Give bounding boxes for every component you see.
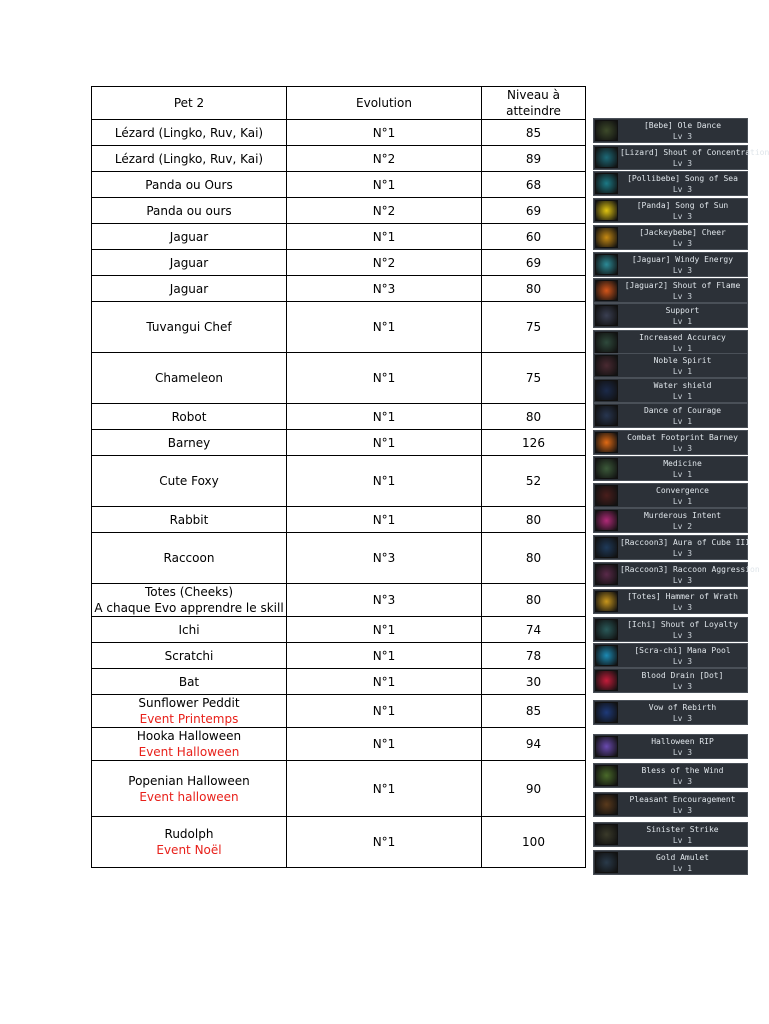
table-row: [92, 695, 586, 728]
evolution-cell: N°1: [287, 430, 482, 456]
pet-name: Tuvangui Chef: [146, 320, 232, 334]
skill-name: [Panda] Song of Sun: [636, 201, 729, 210]
table-row: [92, 728, 586, 761]
pet-name: Jaguar: [169, 255, 209, 270]
evolution-cell: N°1: [287, 172, 482, 198]
level-cell: 75: [482, 302, 586, 353]
skill-name: Vow of Rebirth: [648, 703, 717, 712]
level-cell: 30: [482, 669, 586, 695]
table-row: [92, 761, 586, 817]
skill-level: Lv 3: [672, 444, 693, 453]
table-row: [92, 198, 586, 224]
table-row: [92, 250, 586, 276]
skill-name: [Ichi] Shout of Loyalty: [627, 620, 738, 629]
event-label: Event Printemps: [139, 712, 239, 726]
table-row: [92, 276, 586, 302]
pet-name-cell: [92, 533, 287, 584]
pet-name-cell: [92, 224, 287, 250]
evolution-cell: N°2: [287, 250, 482, 276]
skill-level: Lv 1: [672, 836, 693, 845]
evolution-cell: N°1: [287, 643, 482, 669]
level-cell: 52: [482, 456, 586, 507]
level-cell: 85: [482, 695, 586, 728]
skill-badge: [593, 617, 748, 642]
level-cell: 80: [482, 584, 586, 617]
water-shield-icon: [595, 380, 618, 401]
table-row: [92, 584, 586, 617]
skill-badge: [593, 303, 748, 328]
level-cell: 60: [482, 224, 586, 250]
skill-name: [Jaguar2] Shout of Flame: [624, 281, 741, 290]
table-row: [92, 404, 586, 430]
table-header-row: [92, 87, 586, 120]
pet-name: Jaguar: [169, 229, 209, 244]
level-cell: 69: [482, 198, 586, 224]
skill-badge: [593, 483, 748, 508]
header-evolution: Evolution: [287, 87, 482, 120]
sea-song-icon: [595, 173, 618, 194]
skill-badge: [593, 700, 748, 725]
shout-icon: [595, 147, 618, 168]
event-label: Event halloween: [139, 789, 239, 804]
evolution-cell: N°1: [287, 507, 482, 533]
table-row: [92, 669, 586, 695]
skill-level: Lv 1: [672, 864, 693, 873]
table-row: [92, 353, 586, 404]
evolution-cell: N°1: [287, 302, 482, 353]
skill-name: [Raccoon3] Aura of Cube III: [620, 538, 751, 547]
pet-note: A chaque Evo apprendre le skill: [94, 601, 284, 615]
level-cell: 85: [482, 120, 586, 146]
murder-icon: [595, 510, 618, 531]
skill-badge: [593, 792, 748, 817]
table-row: [92, 302, 586, 353]
skill-level: Lv 1: [672, 497, 693, 506]
skill-name: Dance of Courage: [643, 406, 722, 415]
level-cell: 94: [482, 728, 586, 761]
pet-name-cell: [92, 120, 287, 146]
skill-level: Lv 3: [672, 682, 693, 691]
evolution-cell: N°1: [287, 695, 482, 728]
pet-name-cell: [92, 669, 287, 695]
table-row: [92, 146, 586, 172]
pet-name: Panda ou ours: [146, 203, 232, 218]
cube-aura-icon: [595, 537, 618, 558]
skill-badge: [593, 508, 748, 533]
skill-badge: [593, 403, 748, 428]
skill-badge: [593, 171, 748, 196]
pet-name: Barney: [167, 435, 211, 450]
hammer-icon: [595, 591, 618, 612]
pet-name-cell: [92, 302, 287, 353]
aggression-icon: [595, 564, 618, 585]
skill-level: Lv 1: [672, 317, 693, 326]
medicine-icon: [595, 458, 618, 479]
pet-name-cell: [92, 817, 287, 868]
skill-level: Lv 3: [672, 292, 693, 301]
skill-level: Lv 3: [672, 212, 693, 221]
pet-name-cell: [92, 146, 287, 172]
pet-name: Robot: [171, 409, 207, 424]
skill-level: Lv 3: [672, 549, 693, 558]
evolution-cell: N°1: [287, 817, 482, 868]
skill-name: Medicine: [663, 459, 702, 468]
skill-level: Lv 3: [672, 603, 693, 612]
table-row: [92, 456, 586, 507]
evolution-cell: N°3: [287, 533, 482, 584]
pet-name-cell: [92, 643, 287, 669]
skill-name: Murderous Intent: [643, 511, 722, 520]
table-row: [92, 224, 586, 250]
skill-name: Water shield: [653, 381, 712, 390]
skill-level: Lv 3: [672, 185, 693, 194]
skill-badge: [593, 198, 748, 223]
header-pet: Pet 2: [92, 87, 287, 120]
table-row: [92, 617, 586, 643]
pet-name: Popenian Halloween: [128, 773, 250, 788]
pet-name: Raccoon: [163, 551, 215, 565]
skill-badge: [593, 278, 748, 303]
pet-name: Totes (Cheeks): [144, 585, 234, 599]
header-level: [482, 87, 586, 120]
pet-name-cell: [92, 507, 287, 533]
level-cell: 80: [482, 533, 586, 584]
evolution-cell: N°2: [287, 198, 482, 224]
evolution-cell: N°2: [287, 146, 482, 172]
wind-bless-icon: [595, 765, 618, 786]
skill-level: Lv 3: [672, 159, 693, 168]
skill-badge: [593, 353, 748, 378]
mana-pool-icon: [595, 645, 618, 666]
strike-icon: [595, 824, 618, 845]
event-label: Event Halloween: [138, 745, 240, 759]
skill-badge: [593, 850, 748, 875]
skill-level: Lv 1: [672, 392, 693, 401]
level-cell: 89: [482, 146, 586, 172]
rebirth-icon: [595, 702, 618, 723]
cheer-icon: [595, 227, 618, 248]
pet-name: Lézard (Lingko, Ruv, Kai): [114, 151, 264, 166]
skill-level: Lv 3: [672, 132, 693, 141]
evolution-cell: N°1: [287, 353, 482, 404]
table-row: [92, 507, 586, 533]
skill-name: [Bebe] Ole Dance: [643, 121, 722, 130]
skill-name: Blood Drain [Dot]: [641, 671, 724, 680]
pet-name: Bat: [178, 674, 200, 689]
footprint-icon: [595, 432, 618, 453]
table-row: [92, 120, 586, 146]
pet-name: Jaguar: [169, 281, 209, 296]
skill-name: Support: [665, 306, 700, 315]
pet-name-cell: [92, 456, 287, 507]
skill-name: Convergence: [656, 486, 709, 495]
pet-name-cell: [92, 584, 287, 617]
skill-level: Lv 3: [672, 631, 693, 640]
sun-song-icon: [595, 200, 618, 221]
skill-badge: [593, 668, 748, 693]
skill-name: Pleasant Encouragement: [629, 795, 736, 804]
pet-name: Rudolph: [164, 827, 214, 841]
evolution-cell: N°1: [287, 456, 482, 507]
level-cell: 78: [482, 643, 586, 669]
blood-drain-icon: [595, 670, 618, 691]
level-cell: 80: [482, 276, 586, 302]
skill-name: Sinister Strike: [646, 825, 719, 834]
skill-level: Lv 3: [672, 748, 693, 757]
pet-name-cell: [92, 695, 287, 728]
pet-name-cell: [92, 353, 287, 404]
skill-name: [Totes] Hammer of Wrath: [627, 592, 738, 601]
skill-name: [Lizard] Shout of Concentration: [620, 148, 769, 157]
evolution-cell: N°3: [287, 584, 482, 617]
skill-name: Increased Accuracy: [639, 333, 726, 342]
skill-badge: [593, 225, 748, 250]
skill-level: Lv 1: [672, 470, 693, 479]
skill-badge: [593, 118, 748, 143]
pet-name-cell: [92, 430, 287, 456]
skill-name: [Scra-chi] Mana Pool: [634, 646, 731, 655]
pet-name-cell: [92, 172, 287, 198]
event-label: Event Noël: [156, 843, 222, 857]
pet-name: Hooka Halloween: [136, 729, 242, 743]
skill-level: Lv 2: [672, 522, 693, 531]
skill-name: Gold Amulet: [656, 853, 709, 862]
skill-badge: [593, 456, 748, 481]
pet-name: Ichi: [178, 622, 200, 637]
pet-name: Lézard (Lingko, Ruv, Kai): [114, 125, 264, 140]
skill-badge: [593, 562, 760, 587]
skill-level: Lv 3: [672, 806, 693, 815]
skill-badge: [593, 252, 748, 277]
level-cell: 80: [482, 507, 586, 533]
skill-level: Lv 3: [672, 714, 693, 723]
skill-level: Lv 3: [672, 576, 693, 585]
skill-level: Lv 3: [672, 657, 693, 666]
pet-name-cell: [92, 276, 287, 302]
level-cell: 69: [482, 250, 586, 276]
encouragement-icon: [595, 794, 618, 815]
level-cell: 126: [482, 430, 586, 456]
flame-icon: [595, 280, 618, 301]
skill-name: [Jackeybebe] Cheer: [639, 228, 726, 237]
evolution-cell: N°1: [287, 404, 482, 430]
skill-name: Bless of the Wind: [641, 766, 724, 775]
header-level-line2: atteindre: [506, 104, 561, 118]
table-row: [92, 533, 586, 584]
loyalty-icon: [595, 619, 618, 640]
evolution-cell: N°1: [287, 617, 482, 643]
support-icon: [595, 305, 618, 326]
level-cell: 90: [482, 761, 586, 817]
pet-name-cell: [92, 250, 287, 276]
skill-name: Noble Spirit: [653, 356, 712, 365]
skill-badge: [593, 589, 748, 614]
header-level-line1: Niveau à: [507, 88, 560, 102]
pet-name-cell: [92, 404, 287, 430]
pet-name: Cute Foxy: [159, 474, 219, 488]
wind-icon: [595, 254, 618, 275]
skill-level: Lv 1: [672, 417, 693, 426]
pet-name: Panda ou Ours: [145, 177, 233, 192]
level-cell: 74: [482, 617, 586, 643]
pet-name: Scratchi: [164, 648, 214, 663]
skill-badge: [593, 822, 748, 847]
skill-badge: [593, 330, 748, 355]
pet-name-cell: [92, 728, 287, 761]
table-row: [92, 172, 586, 198]
accuracy-icon: [595, 332, 618, 353]
spirit-icon: [595, 355, 618, 376]
courage-icon: [595, 405, 618, 426]
pet-name-cell: [92, 761, 287, 817]
skill-name: [Jaguar] Windy Energy: [631, 255, 734, 264]
skill-badge: [593, 763, 748, 788]
skill-level: Lv 3: [672, 239, 693, 248]
skill-level: Lv 1: [672, 367, 693, 376]
skill-badge: [593, 734, 748, 759]
pet-name-cell: [92, 198, 287, 224]
evolution-cell: N°1: [287, 669, 482, 695]
skill-badge: [593, 643, 748, 668]
evolution-cell: N°1: [287, 728, 482, 761]
table-row: [92, 430, 586, 456]
table-row: [92, 643, 586, 669]
skill-name: Combat Footprint Barney: [627, 433, 738, 442]
pet-name: Chameleon: [154, 371, 224, 385]
table-row: [92, 817, 586, 868]
evolution-cell: N°1: [287, 224, 482, 250]
skill-name: Halloween RIP: [651, 737, 714, 746]
skill-badge: [593, 535, 751, 560]
level-cell: 100: [482, 817, 586, 868]
evolution-cell: N°1: [287, 761, 482, 817]
amulet-icon: [595, 852, 618, 873]
skill-name: [Pollibebe] Song of Sea: [627, 174, 738, 183]
pet-name-cell: [92, 617, 287, 643]
pet-name: Rabbit: [169, 512, 209, 527]
skill-badge: [593, 430, 748, 455]
level-cell: 75: [482, 353, 586, 404]
pet-name: Sunflower Peddit: [138, 696, 240, 710]
pet-evolution-table: [91, 86, 586, 868]
evolution-cell: N°1: [287, 120, 482, 146]
evolution-cell: N°3: [287, 276, 482, 302]
skill-name: [Raccoon3] Raccoon Aggression: [620, 565, 760, 574]
level-cell: 68: [482, 172, 586, 198]
skill-badge: [593, 378, 748, 403]
rip-icon: [595, 736, 618, 757]
skill-level: Lv 3: [672, 266, 693, 275]
dance-icon: [595, 120, 618, 141]
convergence-icon: [595, 485, 618, 506]
level-cell: 80: [482, 404, 586, 430]
skill-level: Lv 3: [672, 777, 693, 786]
skill-badge: [593, 145, 769, 170]
skill-level: Lv 1: [672, 344, 693, 353]
